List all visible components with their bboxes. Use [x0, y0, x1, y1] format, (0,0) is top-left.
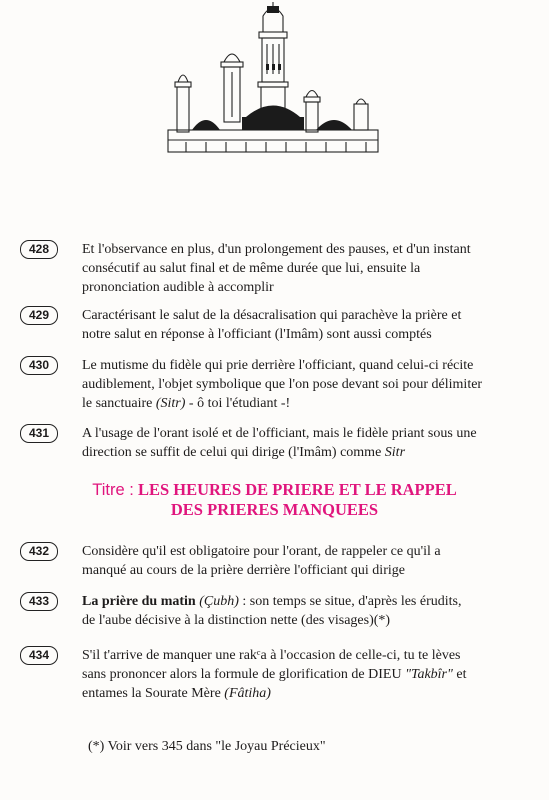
- verse-434: [20, 646, 532, 703]
- verse-line-text: : son temps se situe, d'après les érudits,: [238, 594, 462, 609]
- verse-line: de l'aube décisive à la distinction nette (des visages)(*): [82, 613, 391, 628]
- verse-number: 428: [20, 240, 58, 259]
- verse-line: [82, 394, 532, 413]
- verse-line-text: - ô toi l'étudiant -!: [185, 396, 291, 411]
- verse-line: [82, 665, 532, 684]
- verse-text: [82, 592, 532, 630]
- verse-428: [20, 240, 532, 297]
- verse-text: [82, 356, 532, 413]
- title-label: Titre :: [92, 481, 134, 499]
- verse-line: S'il t'arrive de manquer une rakᶜa à l'occasion de celle-ci, tu te lèves: [82, 648, 461, 663]
- verse-line: audiblement, l'objet symbolique que l'on pose devant soi pour délimiter: [82, 377, 483, 392]
- verse-433: [20, 592, 532, 630]
- verse-line-text: direction se suffit de celui qui dirige (l'Imâm) comme: [82, 445, 385, 460]
- verse-line: notre salut en réponse à l'officiant (l'Imâm) sont aussi comptés: [82, 327, 432, 342]
- verse-term: "Takbîr": [405, 667, 453, 682]
- verse-text: [82, 424, 532, 462]
- verse-line: Considère qu'il est obligatoire pour l'orant, de rappeler ce qu'il a: [82, 544, 441, 559]
- verse-number: 430: [20, 356, 58, 375]
- verse-line-text: et: [452, 667, 467, 682]
- verse-line: A l'usage de l'orant isolé et de l'officiant, mais le fidèle priant sous une: [82, 426, 477, 441]
- verse-number: 429: [20, 306, 58, 325]
- verse-number: 432: [20, 542, 58, 561]
- verse-number: 434: [20, 646, 58, 665]
- verse-line: consécutif au salut final et de même durée que lui, ensuite la: [82, 261, 421, 276]
- title-text: LES HEURES DE PRIERE ET LE RAPPEL: [137, 480, 457, 499]
- verse-line-text: sans prononcer alors la formule de glorification de DIEU: [82, 667, 406, 682]
- verse-line: Et l'observance en plus, d'un prolongement des pauses, et d'un instant: [82, 242, 471, 257]
- verse-line: [82, 684, 532, 703]
- verse-line: prononciation audible à accomplir: [82, 280, 274, 295]
- verse-text: [82, 646, 532, 703]
- verse-term: (Çubh): [199, 594, 239, 609]
- verse-432: [20, 542, 532, 580]
- verse-text: [82, 306, 532, 344]
- verse-429: [20, 306, 532, 344]
- verse-line: [82, 443, 532, 462]
- footnote: (*) Voir vers 345 dans "le Joyau Précieux": [88, 739, 326, 754]
- section-title-line: [0, 480, 549, 500]
- section-title-line: DES PRIERES MANQUEES: [170, 500, 379, 519]
- verse-line-text: entames la Sourate Mère: [82, 686, 225, 701]
- mosque-illustration: [166, 2, 380, 162]
- verse-number: 431: [20, 424, 58, 443]
- verse-line: Caractérisant le salut de la désacralisation qui parachève la prière et: [82, 308, 462, 323]
- verse-number: 433: [20, 592, 58, 611]
- verse-text: [82, 240, 532, 297]
- verse-text: [82, 542, 532, 580]
- verse-term: (Sitr): [155, 396, 186, 411]
- verse-line-text: le sanctuaire: [82, 396, 156, 411]
- verse-line: [82, 592, 532, 611]
- verse-430: [20, 356, 532, 413]
- verse-line: Le mutisme du fidèle qui prie derrière l'officiant, quand celui-ci récite: [82, 358, 474, 373]
- verse-term: Sitr: [384, 445, 406, 460]
- verse-term: (Fâtiha): [224, 686, 271, 701]
- verse-heading: La prière du matin: [82, 594, 196, 609]
- section-title: [0, 480, 549, 520]
- verse-431: [20, 424, 532, 462]
- verse-line: manqué au cours de la prière derrière l'officiant qui dirige: [82, 563, 405, 578]
